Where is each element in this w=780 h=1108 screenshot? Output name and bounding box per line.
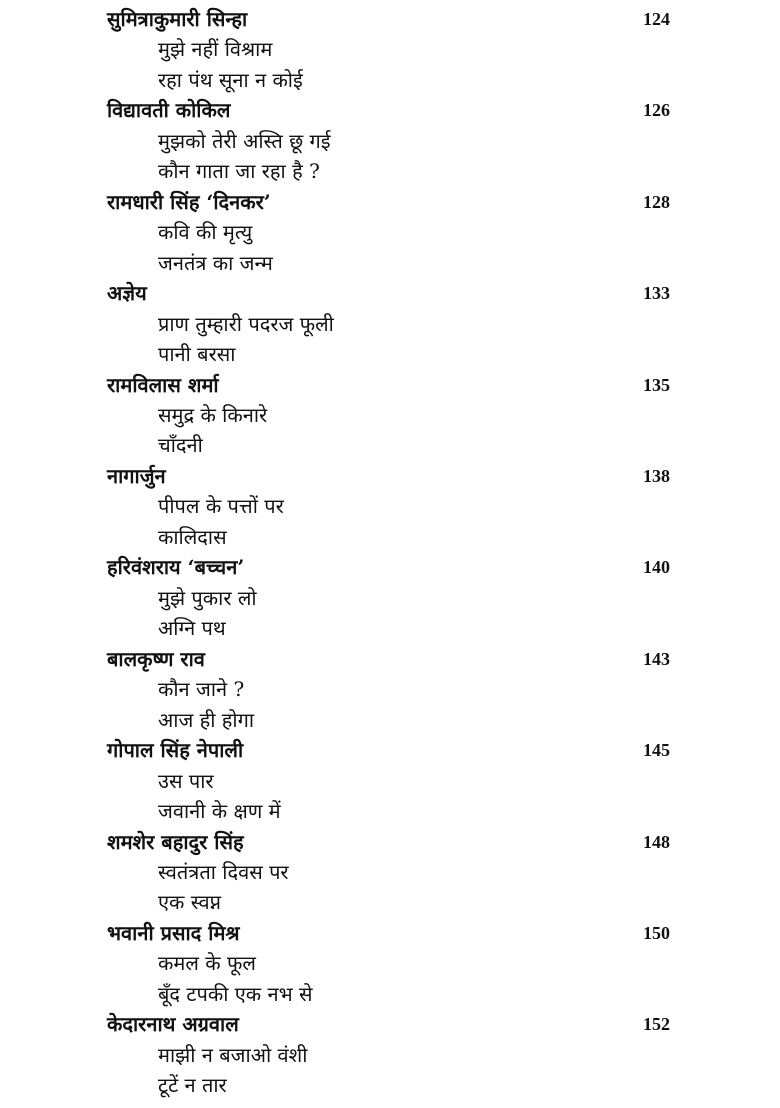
poem-title: प्राण तुम्हारी पदरज फूली — [158, 311, 334, 336]
poem-title: स्वतंत्रता दिवस पर — [158, 859, 289, 884]
page-number: 148 — [643, 831, 670, 852]
toc-entry — [0, 735, 780, 826]
author-heading — [0, 370, 780, 400]
toc-entry — [0, 552, 780, 643]
poem-title: कौन गाता जा रहा है ? — [158, 159, 320, 184]
toc-entry — [0, 4, 780, 95]
author-name: अज्ञेय — [107, 281, 147, 306]
toc-entry — [0, 278, 780, 369]
table-of-contents — [0, 4, 780, 1101]
poem-title: जवानी के क्षण में — [158, 798, 281, 823]
toc-entry — [0, 95, 780, 186]
page-number: 152 — [643, 1014, 670, 1035]
toc-entry — [0, 827, 780, 918]
poem-title: एक स्वप्न — [158, 890, 222, 915]
page-number: 135 — [643, 374, 670, 395]
toc-entry — [0, 461, 780, 552]
poem-title: बूँद टपकी एक नभ से — [158, 981, 313, 1006]
author-name: रामधारी सिंह ‘दिनकर’ — [107, 189, 271, 214]
poem-title: टूटें न तार — [158, 1073, 227, 1098]
author-name: भवानी प्रसाद मिश्र — [107, 920, 240, 945]
toc-entry — [0, 644, 780, 735]
author-name: नागार्जुन — [107, 463, 166, 488]
page-number: 150 — [643, 922, 670, 943]
author-heading — [0, 4, 780, 34]
page-number: 124 — [643, 9, 670, 29]
author-name: हरिवंशराय ‘बच्चन’ — [107, 555, 245, 580]
page-number: 138 — [643, 465, 670, 486]
poem-title: कालिदास — [158, 524, 227, 549]
poem-title: पानी बरसा — [158, 341, 236, 366]
poem-title: मुझे पुकार लो — [158, 585, 257, 610]
author-name: सुमित्राकुमारी सिन्हा — [107, 7, 248, 31]
toc-entry — [0, 1009, 780, 1100]
toc-entry — [0, 187, 780, 278]
poem-title: समुद्र के किनारे — [158, 402, 268, 427]
author-heading — [0, 918, 780, 948]
poem-title: चाँदनी — [158, 433, 203, 458]
poem-title: मुझको तेरी अस्ति छू गई — [158, 128, 331, 153]
page-number: 128 — [643, 191, 670, 212]
toc-entry — [0, 918, 780, 1009]
poem-title: कौन जाने ? — [158, 677, 245, 702]
page-number: 140 — [643, 557, 670, 578]
author-heading — [0, 1009, 780, 1039]
toc-entry — [0, 370, 780, 461]
poem-title: जनतंत्र का जन्म — [158, 250, 273, 275]
poem-title: कवि की मृत्यु — [158, 220, 253, 245]
page-number: 126 — [643, 100, 670, 121]
author-name: गोपाल सिंह नेपाली — [107, 738, 244, 763]
poem-title: उस पार — [158, 768, 214, 793]
poem-title: पीपल के पत्तों पर — [158, 494, 284, 519]
poem-title: अग्नि पथ — [158, 616, 226, 641]
poem-title: माझी न बजाओ वंशी — [158, 1042, 308, 1067]
author-heading — [0, 278, 780, 308]
author-heading — [0, 827, 780, 857]
author-name: शमशेर बहादुर सिंह — [107, 829, 244, 854]
author-name: रामविलास शर्मा — [107, 372, 219, 397]
author-heading — [0, 644, 780, 674]
author-name: विद्यावती कोकिल — [107, 98, 231, 123]
poem-title: कमल के फूल — [158, 951, 256, 976]
poem-title: रहा पंथ सूना न कोई — [158, 67, 303, 92]
author-heading — [0, 552, 780, 582]
author-heading — [0, 95, 780, 125]
author-heading — [0, 187, 780, 217]
poem-title: मुझे नहीं विश्राम — [158, 37, 273, 62]
poem-title: आज ही होगा — [158, 707, 255, 732]
page-number: 145 — [643, 740, 670, 761]
author-name: बालकृष्ण राव — [107, 646, 205, 671]
page-number: 143 — [643, 648, 670, 669]
author-heading — [0, 461, 780, 491]
author-name: केदारनाथ अग्रवाल — [107, 1012, 239, 1037]
author-heading — [0, 735, 780, 765]
page-number: 133 — [643, 283, 670, 304]
